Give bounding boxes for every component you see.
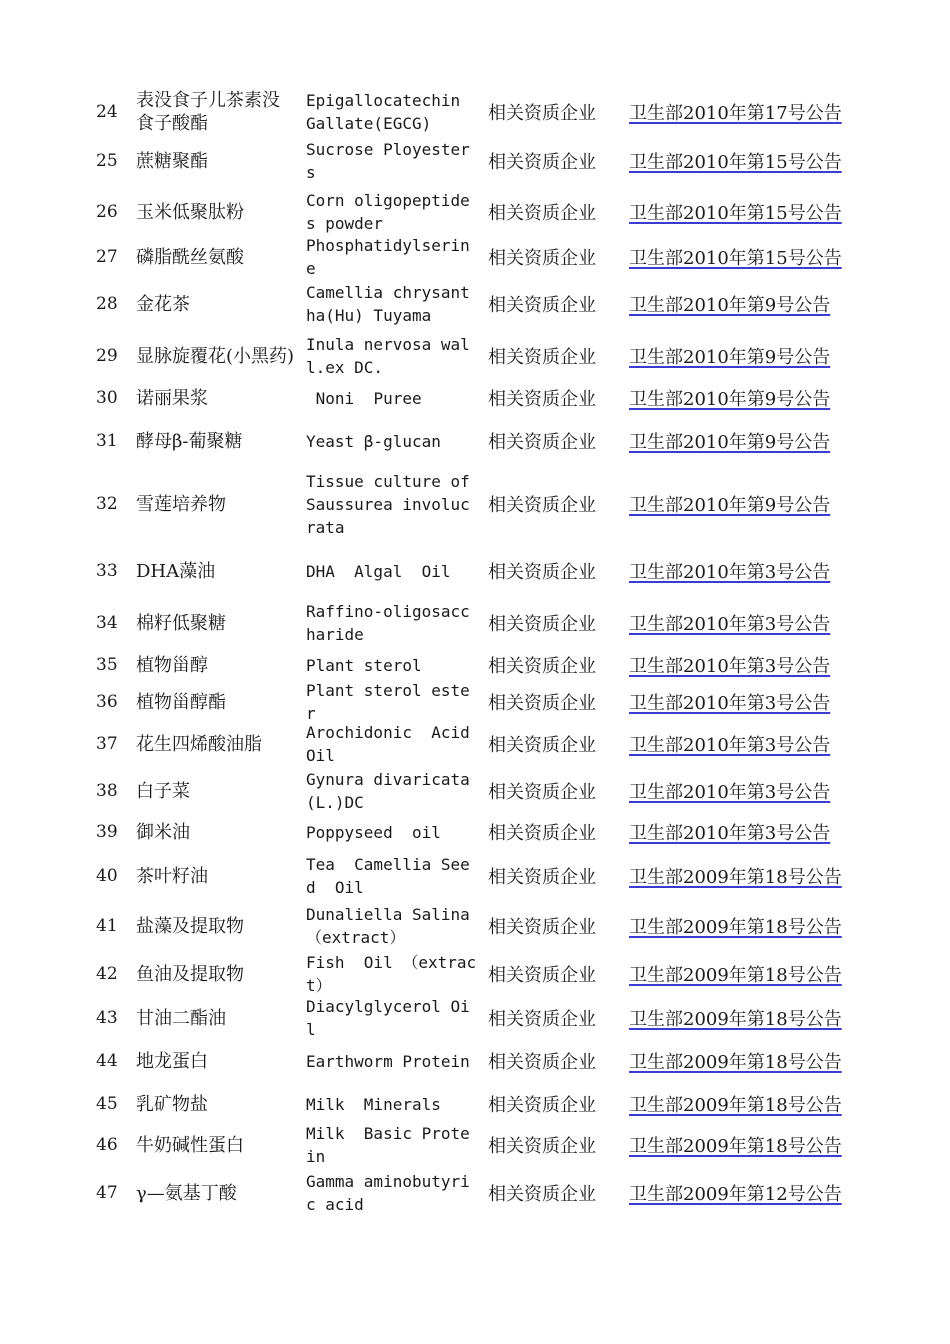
notice-link[interactable]: 卫生部2010年第9号公告 xyxy=(629,389,831,410)
applicant: 相关资质企业 xyxy=(488,248,596,269)
table-row xyxy=(0,422,950,460)
english-name: Milk Basic Protein xyxy=(306,1124,470,1166)
english-name: Tissue culture of Saussurea involucrata xyxy=(306,471,480,537)
row-number: 38 xyxy=(96,781,118,801)
chinese-name: 植物甾醇 xyxy=(136,654,208,676)
chinese-name: 茶叶籽油 xyxy=(136,865,208,887)
table-row xyxy=(0,334,950,378)
notice-link[interactable]: 卫生部2010年第15号公告 xyxy=(629,248,842,269)
row-number: 24 xyxy=(96,102,118,122)
table-row xyxy=(0,1088,950,1120)
chinese-name: γ—氨基丁酸 xyxy=(136,1182,237,1204)
applicant: 相关资质企业 xyxy=(488,867,596,888)
row-number: 28 xyxy=(96,294,118,314)
applicant: 相关资质企业 xyxy=(488,693,596,714)
english-name: Raffino-oligosaccharide xyxy=(306,602,470,644)
table-row xyxy=(0,768,950,814)
applicant: 相关资质企业 xyxy=(488,1095,596,1116)
chinese-name: 玉米低聚肽粉 xyxy=(136,201,244,223)
chinese-name: 牛奶碱性蛋白 xyxy=(136,1134,244,1156)
applicant: 相关资质企业 xyxy=(488,656,596,677)
table-row xyxy=(0,238,950,276)
notice-cell xyxy=(629,598,859,648)
notice-link[interactable]: 卫生部2009年第18号公告 xyxy=(629,1136,842,1157)
chinese-name: 诺丽果浆 xyxy=(136,387,208,409)
chinese-name: 白子菜 xyxy=(136,780,190,802)
notice-link[interactable]: 卫生部2010年第3号公告 xyxy=(629,823,831,844)
row-number: 47 xyxy=(96,1183,118,1203)
notice-link[interactable]: 卫生部2010年第9号公告 xyxy=(629,347,831,368)
english-name: Inula nervosa wall.ex DC. xyxy=(306,335,470,377)
notice-link[interactable]: 卫生部2010年第17号公告 xyxy=(629,103,842,124)
notice-cell xyxy=(629,422,859,460)
english-name: Phosphatidylserine xyxy=(306,236,470,278)
notice-cell xyxy=(629,902,859,950)
notice-cell xyxy=(629,650,859,680)
applicant: 相关资质企业 xyxy=(488,562,596,583)
row-number: 43 xyxy=(96,1008,118,1028)
english-name: Sucrose Ployesters xyxy=(306,140,470,182)
notice-link[interactable]: 卫生部2010年第3号公告 xyxy=(629,656,831,677)
notice-cell xyxy=(629,768,859,814)
english-name: Milk Minerals xyxy=(306,1094,441,1114)
applicant: 相关资质企业 xyxy=(488,1136,596,1157)
english-name: Gamma aminobutyric acid xyxy=(306,1172,470,1214)
table-row xyxy=(0,380,950,416)
notice-link[interactable]: 卫生部2009年第18号公告 xyxy=(629,917,842,938)
english-name: Poppyseed oil xyxy=(306,822,441,842)
applicant: 相关资质企业 xyxy=(488,295,596,316)
applicant: 相关资质企业 xyxy=(488,823,596,844)
notice-cell xyxy=(629,816,859,848)
applicant: 相关资质企业 xyxy=(488,389,596,410)
chinese-name: 花生四烯酸油脂 xyxy=(136,733,262,755)
table-row xyxy=(0,680,950,724)
applicant: 相关资质企业 xyxy=(488,614,596,635)
chinese-name: 植物甾醇酯 xyxy=(136,691,226,713)
row-number: 35 xyxy=(96,655,118,675)
notice-link[interactable]: 卫生部2010年第3号公告 xyxy=(629,562,831,583)
applicant: 相关资质企业 xyxy=(488,1184,596,1205)
row-number: 45 xyxy=(96,1094,118,1114)
row-number: 36 xyxy=(96,692,118,712)
applicant: 相关资质企业 xyxy=(488,203,596,224)
row-number: 25 xyxy=(96,151,118,171)
notice-link[interactable]: 卫生部2009年第18号公告 xyxy=(629,867,842,888)
english-name: Yeast β-glucan xyxy=(306,431,441,451)
notice-cell xyxy=(629,1039,859,1083)
notice-cell xyxy=(629,276,859,332)
notice-cell xyxy=(629,1088,859,1120)
table-row xyxy=(0,816,950,848)
notice-link[interactable]: 卫生部2010年第3号公告 xyxy=(629,782,831,803)
chinese-name: 盐藻及提取物 xyxy=(136,915,244,937)
row-number: 32 xyxy=(96,494,118,514)
applicant: 相关资质企业 xyxy=(488,103,596,124)
applicant: 相关资质企业 xyxy=(488,1009,596,1030)
chinese-name: 显脉旋覆花(小黑药) xyxy=(136,345,295,367)
row-number: 42 xyxy=(96,964,118,984)
notice-link[interactable]: 卫生部2009年第12号公告 xyxy=(629,1184,842,1205)
notice-cell xyxy=(629,852,859,900)
table-row xyxy=(0,650,950,680)
row-number: 33 xyxy=(96,561,118,581)
chinese-name: 蔗糖聚酯 xyxy=(136,150,208,172)
notice-cell xyxy=(629,186,859,238)
notice-link[interactable]: 卫生部2010年第3号公告 xyxy=(629,693,831,714)
row-number: 29 xyxy=(96,346,118,366)
notice-link[interactable]: 卫生部2010年第15号公告 xyxy=(629,152,842,173)
applicant: 相关资质企业 xyxy=(488,432,596,453)
english-name: Diacylglycerol Oil xyxy=(306,997,470,1039)
english-name: Arochidonic Acid Oil xyxy=(306,723,480,765)
table-row xyxy=(0,186,950,238)
row-number: 34 xyxy=(96,613,118,633)
notice-cell xyxy=(629,380,859,416)
row-number: 39 xyxy=(96,822,118,842)
chinese-name: 磷脂酰丝氨酸 xyxy=(136,246,244,268)
table-row xyxy=(0,88,950,136)
notice-cell xyxy=(629,88,859,136)
applicant: 相关资质企业 xyxy=(488,917,596,938)
notice-cell xyxy=(629,334,859,378)
chinese-name: 表没食子儿茶素没食子酸酯 xyxy=(136,90,280,134)
applicant: 相关资质企业 xyxy=(488,735,596,756)
notice-link[interactable]: 卫生部2010年第3号公告 xyxy=(629,614,831,635)
english-name: Camellia chrysantha(Hu) Tuyama xyxy=(306,283,470,325)
table-row xyxy=(0,1158,950,1228)
applicant: 相关资质企业 xyxy=(488,965,596,986)
chinese-name: 雪莲培养物 xyxy=(136,493,226,515)
table-row xyxy=(0,138,950,184)
applicant: 相关资质企业 xyxy=(488,152,596,173)
table-row xyxy=(0,902,950,950)
notice-link[interactable]: 卫生部2009年第18号公告 xyxy=(629,1052,842,1073)
applicant: 相关资质企业 xyxy=(488,1052,596,1073)
english-name: Noni Puree xyxy=(306,388,422,408)
table-row xyxy=(0,996,950,1040)
english-name: Earthworm Protein xyxy=(306,1051,470,1071)
applicant: 相关资质企业 xyxy=(488,495,596,516)
chinese-name: 金花茶 xyxy=(136,293,190,315)
row-number: 40 xyxy=(96,866,118,886)
table-row xyxy=(0,552,950,590)
row-number: 37 xyxy=(96,734,118,754)
english-name: Plant sterol xyxy=(306,655,422,675)
notice-cell xyxy=(629,680,859,724)
row-number: 41 xyxy=(96,916,118,936)
english-name: Corn oligopeptides powder xyxy=(306,191,470,233)
english-name: Plant sterol ester xyxy=(306,681,470,723)
chinese-name: 乳矿物盐 xyxy=(136,1093,208,1115)
notice-link[interactable]: 卫生部2010年第9号公告 xyxy=(629,495,831,516)
row-number: 27 xyxy=(96,247,118,267)
applicant: 相关资质企业 xyxy=(488,782,596,803)
row-number: 46 xyxy=(96,1135,118,1155)
chinese-name: DHA藻油 xyxy=(136,560,216,582)
english-name: Epigallocatechin Gallate(EGCG) xyxy=(306,91,470,133)
notice-cell xyxy=(629,1158,859,1228)
table-row xyxy=(0,276,950,332)
notice-cell xyxy=(629,722,859,766)
chinese-name: 御米油 xyxy=(136,821,190,843)
notice-link[interactable]: 卫生部2009年第18号公告 xyxy=(629,965,842,986)
notice-link[interactable]: 卫生部2010年第9号公告 xyxy=(629,295,831,316)
english-name: DHA Algal Oil xyxy=(306,561,451,581)
applicant: 相关资质企业 xyxy=(488,347,596,368)
notice-cell xyxy=(629,950,859,998)
chinese-name: 地龙蛋白 xyxy=(136,1050,208,1072)
notice-link[interactable]: 卫生部2010年第9号公告 xyxy=(629,432,831,453)
chinese-name: 鱼油及提取物 xyxy=(136,963,244,985)
english-name: Gynura divaricata(L.)DC xyxy=(306,770,470,812)
notice-link[interactable]: 卫生部2009年第18号公告 xyxy=(629,1095,842,1116)
table-row xyxy=(0,722,950,766)
row-number: 30 xyxy=(96,388,118,408)
row-number: 44 xyxy=(96,1051,118,1071)
notice-cell xyxy=(629,138,859,184)
notice-link[interactable]: 卫生部2009年第18号公告 xyxy=(629,1009,842,1030)
table-row xyxy=(0,598,950,648)
row-number: 26 xyxy=(96,202,118,222)
table-row xyxy=(0,852,950,900)
chinese-name: 棉籽低聚糖 xyxy=(136,612,226,634)
english-name: Fish Oil （extract） xyxy=(306,953,477,995)
notice-cell xyxy=(629,552,859,590)
chinese-name: 甘油二酯油 xyxy=(136,1007,226,1029)
notice-cell xyxy=(629,238,859,276)
english-name: Tea Camellia Seed Oil xyxy=(306,855,470,897)
notice-cell xyxy=(629,466,859,542)
notice-link[interactable]: 卫生部2010年第15号公告 xyxy=(629,203,842,224)
english-name: Dunaliella Salina（extract） xyxy=(306,905,470,947)
row-number: 31 xyxy=(96,431,118,451)
notice-link[interactable]: 卫生部2010年第3号公告 xyxy=(629,735,831,756)
notice-cell xyxy=(629,996,859,1040)
chinese-name: 酵母β-葡聚糖 xyxy=(136,430,243,452)
table-row xyxy=(0,466,950,542)
table-row xyxy=(0,1039,950,1083)
table-row xyxy=(0,950,950,998)
